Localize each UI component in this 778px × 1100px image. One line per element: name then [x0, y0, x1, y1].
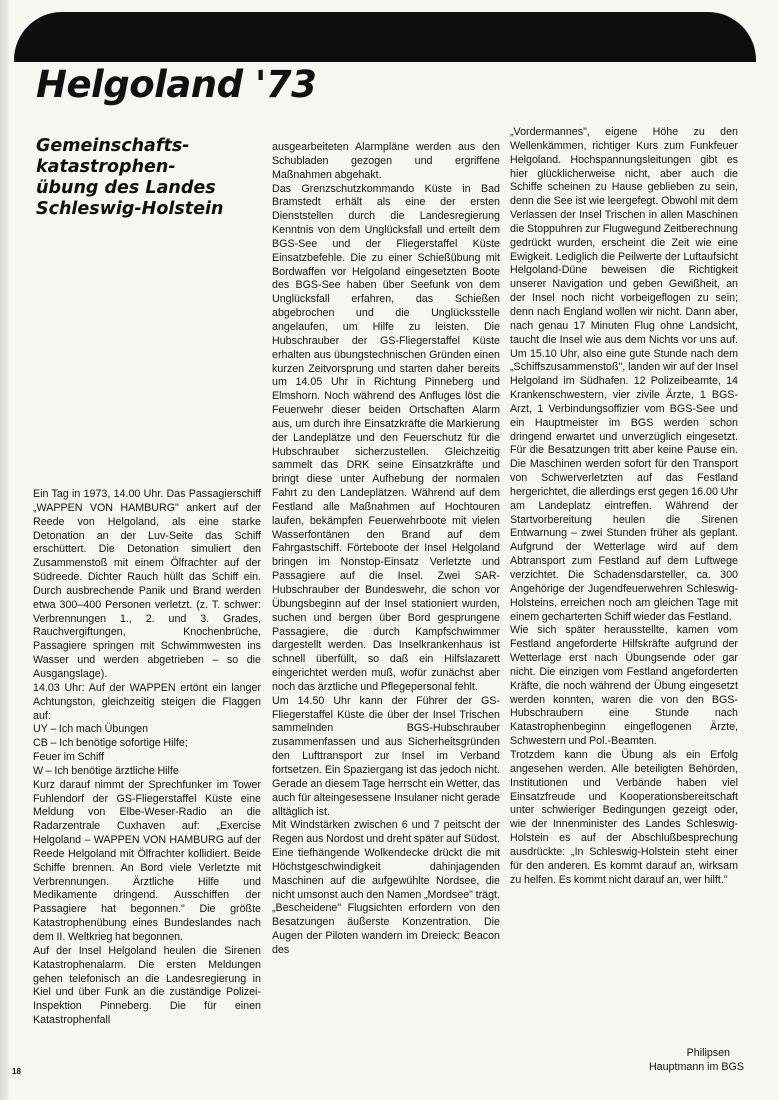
author-rank: Hauptmann im BGS — [648, 1061, 744, 1073]
author-signature — [510, 1046, 744, 1074]
page-number: 18 — [12, 1067, 21, 1076]
article-column-1: Ein Tag in 1973, 14.00 Uhr. Das Passagierschiff „WAPPEN VON HAMBURG" ankert auf der Reede von Helgoland, als eine starke Detonation an der Luv-Seite das Schiff erschüttert. Die Detonation simuliert den Zusammenstoß mit einem Ölfrachter auf der Südreede. Dichter Rauch hüllt das Schiff ein. Durch ausbrechende Panik und Brand werden etwa 300–400 Personen verletzt. (z. T. schwer: Verbrennungen 1., 2. und 3. Grades, Rauchvergiftungen, Knochenbrüche, Passagiere springen mit Schwimmwesten ins Wasser und werden abgetrieben – so die Ausgangslage). 14.03 Uhr: Auf der WAPPEN ertönt ein langer Achtungston, gleichzeitig steigen die Flaggen auf: UY – Ich mach Übungen CB – Ich benötige sofortige Hilfe; Feuer im Schiff W – Ich benötige ärztliche Hilfe Kurz darauf nimmt der Sprechfunker im Tower Fuhlendorf der GS-Fliegerstaffel Küste eine Meldung von Elbe-Weser-Radio an die Radarzentrale Cuxhaven auf: „Exercise Helgoland – WAPPEN VON HAMBURG auf der Reede Helgoland mit Ölfrachter kollidiert. Beide Schiffe brennen. An Bord viele Verletzte mit Verbrennungen. Ärztliche Hilfe und Medikamente dringend. Ausschiffen der Passagiere hat begonnen." Die größte Katastrophenübung eines Bundeslandes nach dem II. Weltkrieg hat begonnen. Auf der Insel Helgoland heulen die Sirenen Katastrophenalarm. Die ersten Meldungen gehen telefonisch an die Landesregierung in Kiel und über Funk an die zuständige Polizei-Inspektion Pinneberg. Die für einen Katastrophenfall — [33, 488, 261, 1027]
author-name: Philipsen — [686, 1047, 730, 1059]
article-title: Helgoland '73 — [36, 63, 317, 106]
page-edge — [0, 0, 9, 1100]
header-bar — [14, 12, 756, 62]
article-column-2: ausgearbeiteten Alarmpläne werden aus den Schubladen gezogen und ergriffene Maßnahmen abgehakt. Das Grenzschutzkommando Küste in Bad Bramstedt erhält als eine der ersten Dienststellen durch die Landesregierung Kenntnis von dem Unglücksfall und erteilt dem BGS-See und der Fliegerstaffel Küste Einsatzbefehle. Die zu einer Schießübung mit Bordwaffen vor Helgoland eingesetzten Boote des BGS-See haben über Seefunk von dem Unglücksfall erfahren, das Schießen abgebrochen und die Unglücksstelle angelaufen, um Hilfe zu leisten. Die Hubschrauber der GS-Fliegerstaffel Küste erhalten aus übungstechnischen Gründen einen kurzen Zeitvorsprung und starten daher bereits um 14.05 Uhr in Richtung Pinneberg und Elmshorn. Noch während des Anfluges löst die Feuerwehr dieser beiden Ortschaften Alarm aus, um durch ihre Einsatzkräfte die Markierung der Landeplätze und den Feuerschutz für die Hubschrauber sicherzustellen. Gleichzeitig sammelt das DRK seine Einsatzkräfte und bringt diese unter Aufhebung der normalen Fahrt zu den Landeplätzen. Während auf dem Festland alle Maßnahmen auf Hochtouren laufen, bekämpfen Feuerwehrboote mit vielen Wasserfontänen den Brand auf dem Fahrgastschiff. Förteboote der Insel Helgoland bringen im Nonstop-Einsatz Verletzte und Passagiere auf die Insel. Zwei SAR-Hubschrauber der Bundeswehr, die schon vor Übungsbeginn auf der Insel stationiert wurden, suchen und bergen über Bord gesprungene Passagiere, die durch Kampfschwimmer dargestellt werden. Das Inselkrankenhaus ist schnell überfüllt, so daß ein Hilfslazarett eingerichtet werden muß, wofür zunächst aber noch das ärztliche und Pflegepersonal fehlt. Um 14.50 Uhr kann der Führer der GS-Fliegerstaffel Küste die über der Insel Trischen sammelnden BGS-Hubschrauber zusammenfassen und aus Sicherheitsgründen den Lufttransport zur Insel im Verband fortsetzen. Ein Spaziergang ist das jedoch nicht. Gerade an diesem Tage herrscht ein Wetter, das auch für alteingesessene Insulaner nicht gerade alltäglich ist. Mit Windstärken zwischen 6 und 7 peitscht der Regen aus Nordost und dreht später auf Südost. Eine tiefhängende Wolkendecke drückt die mit Höchstgeschwindigkeit dahinjagenden Maschinen auf die aufgewühlte Nordsee, die nicht umsonst auch den Namen „Mordsee" trägt. „Bescheidene" Flugsichten erfordern von den Besatzungen äußerste Konzentration. Die Augen der Piloten wandern im Dreieck: Beacon des — [272, 141, 500, 956]
article-subtitle: Gemeinschafts- katastrophen- übung des Landes Schleswig-Holstein — [36, 136, 224, 219]
article-column-3: „Vordermannes", eigene Höhe zu den Wellenkämmen, richtiger Kurs zum Funkfeuer Helgoland. Hochspannungsleitungen gibt es hier glücklicherweise nicht, aber auch die Schiffe scheinen zu Hause geblieben zu sein, denn die See ist wie leergefegt. Obwohl mit dem Verlassen der Insel Trischen in allen Maschinen die Stoppuhren zur Flugwegund Zeitberechnung gedrückt wurden, erscheint die Zeit wie eine Ewigkeit. Lediglich die Peilwerte der Luftaufsicht Helgoland-Düne beweisen die Richtigkeit unserer Navigation und geben Gewißheit, an der Insel noch nicht vorbeigeflogen zu sein; denn nach England wollen wir nicht. Dann aber, nach genau 17 Minuten Flug ohne Landsicht, taucht die Insel wie aus dem Nichts vor uns auf. Um 15.10 Uhr, also eine gute Stunde nach dem „Schiffszusammenstoß", landen wir auf der Insel Helgoland im Südhafen. 12 Polizeibeamte, 14 Krankenschwestern, vier zivile Ärzte, 1 BGS-Arzt, 1 Verbindungsoffizier vom BGS-See und ein Hauptmeister im BGS werden schon dringend erwartet und unverzüglich eingesetzt. Für die Besatzungen tritt aber keine Pause ein. Die Maschinen werden sofort für den Transport von Schwerverletzten auf das Festland hergerichtet, die allerdings erst gegen 16.00 Uhr am Landeplatz eintreffen. Während der Startvorbereitung heulen die Sirenen Entwarnung – zwei Stunden früher als geplant. Aufgrund der Wetterlage wird auf dem Abtransport zum Festland auf dem Luftwege verzichtet. Die Schadensdarsteller, ca. 300 Angehörige der Jugendfeuerwehren Schleswig-Holsteins, erreichen noch am gleichen Tage mit einem gecharterten Schiff wieder das Festland. Wie sich später herausstellte, kamen vom Festland angeforderte Hilfskräfte aufgrund der Wetterlage erst nach Übungsende oder gar nicht. Die einzigen vom Festland angeforderten Kräfte, die noch während der Übung eingesetzt werden konnten, waren die von den BGS-Hubschraubern eine Stunde nach Katastrophenbeginn eingeflogenen Ärzte, Schwestern und Pol.-Beamten. Trotzdem kann die Übung als ein Erfolg angesehen werden. Alle beteiligten Behörden, Institutionen und Verbände haben viel Einsatzfreude und Kooperationsbereitschaft unter schwieriger Bedingungen gezeigt oder, wie der Innenminister des Landes Schleswig-Holstein es auf der Abschlußbesprechung ausdrückte: „In Schleswig-Holstein steht einer für den anderen. Es kommt darauf an, wirksam zu helfen. Es kommt nicht darauf an, wer hilft." — [510, 126, 738, 886]
